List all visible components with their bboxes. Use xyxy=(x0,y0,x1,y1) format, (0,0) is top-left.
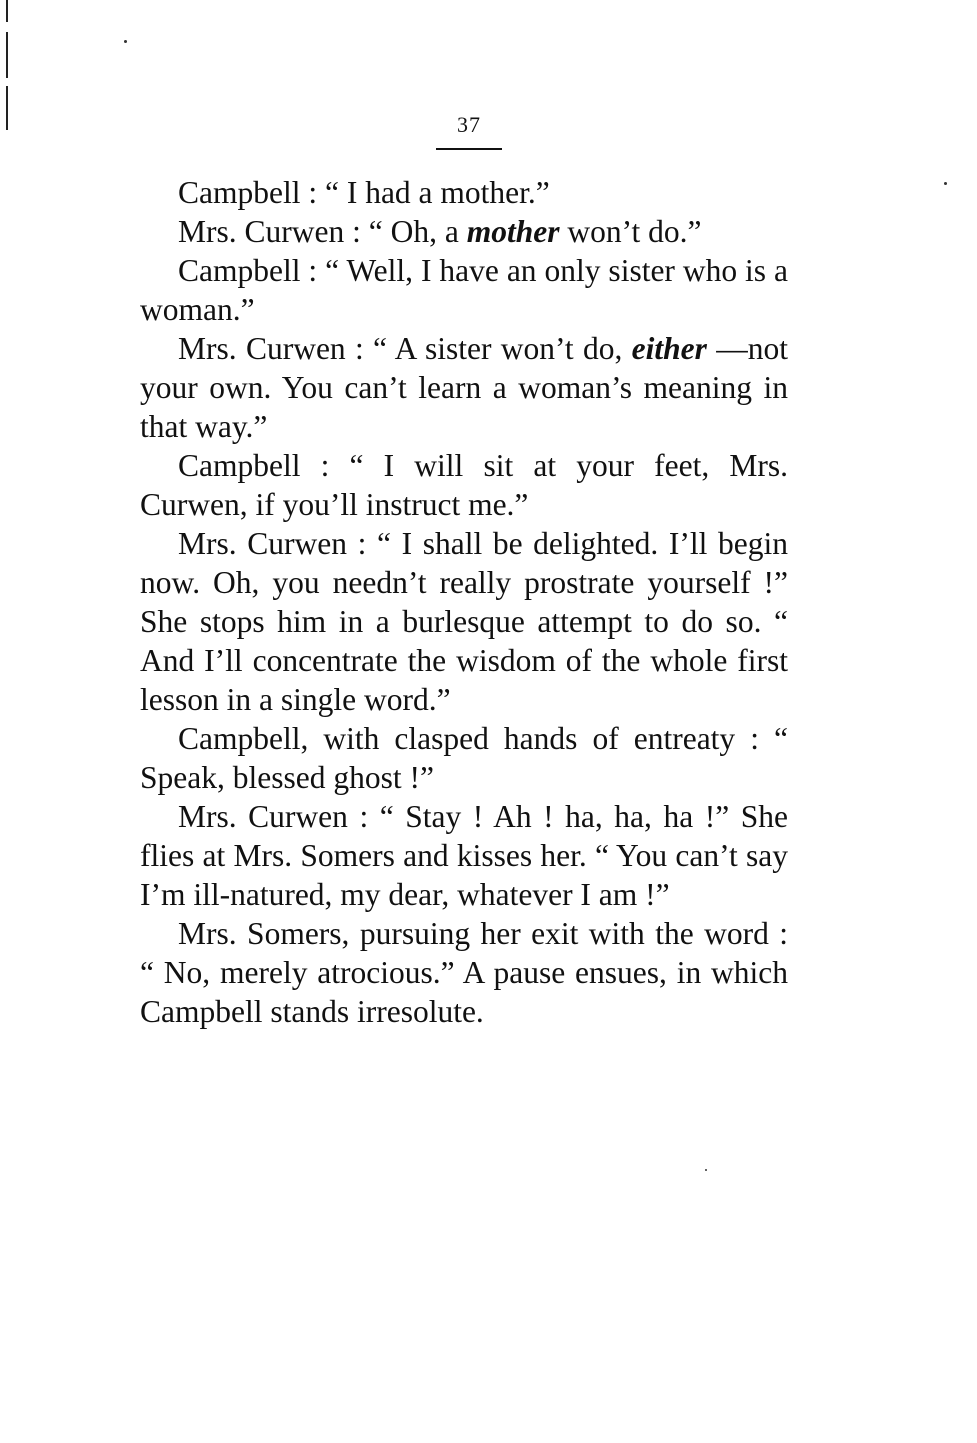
body-text xyxy=(140,173,788,1031)
paragraph-somers-exit: Mrs. Somers, pursuing her exit with the word : “ No, merely atrocious.” A pause ensues, in which Campbell stands irresolute. xyxy=(140,916,788,1029)
scan-edge-mark xyxy=(6,0,8,22)
page-number: 37 xyxy=(457,112,481,137)
scan-speck xyxy=(124,40,127,43)
paragraph-curwen-sister: Mrs. Curwen : “ A sister won’t do, either —not your own. You can’t learn a woman’s meaning in that way.” xyxy=(140,331,788,444)
paragraph-curwen-mother: Mrs. Curwen : “ Oh, a mother won’t do.” xyxy=(178,214,702,249)
paragraph-curwen-lesson: Mrs. Curwen : “ I shall be delighted. I’ll begin now. Oh, you needn’t really prostrate yourself !” She stops him in a burlesque attempt to do so. “ And I’ll concentrate the wisdom of the whole first lesson in a single word.” xyxy=(140,526,788,717)
paragraph-campbell-instruct: Campbell : “ I will sit at your feet, Mrs. Curwen, if you’ll instruct me.” xyxy=(140,448,788,522)
page-number-rule xyxy=(436,148,502,150)
paragraph-campbell-sister: Campbell : “ Well, I have an only sister who is a woman.” xyxy=(140,253,788,327)
paragraph-campbell-entreaty: Campbell, with clasped hands of entreaty : “ Speak, blessed ghost !” xyxy=(140,721,788,795)
emphasis-mother: mother xyxy=(466,214,560,249)
scan-speck xyxy=(944,182,947,185)
scan-edge-mark xyxy=(6,32,8,78)
scan-speck xyxy=(705,1169,707,1171)
scan-edge-mark xyxy=(6,86,8,130)
paragraph-campbell-mother: Campbell : “ I had a mother.” xyxy=(178,175,550,210)
emphasis-either: either xyxy=(631,331,707,366)
paragraph-curwen-stay: Mrs. Curwen : “ Stay ! Ah ! ha, ha, ha !” She flies at Mrs. Somers and kisses her. “ You can’t say I’m ill-natured, my dear, whatever I am !” xyxy=(140,799,788,912)
